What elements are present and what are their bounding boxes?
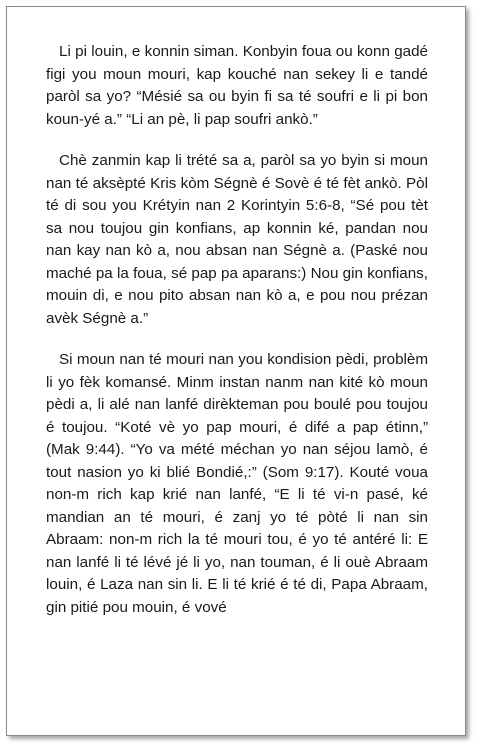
page-frame: [6, 6, 466, 736]
document-body: [46, 41, 428, 638]
paragraph-3: Si moun nan té mouri nan you kondision pèdi, problèm li yo fèk komansé. Minm instan nanm nan kité kò moun pèdi a, li alé nan lanfé dirèkteman pou boulé pou toujou é toujou. “Koté vè yo pap mouri, é difé a pap étinn,” (Mak 9:44). “Yo va mété méchan yo nan séjou lamò, é tout nasion yo ki blié Bondié,:” (Som 9:17). Kouté voua non-m rich kap krié nan lanfé, “E li té vi-n pasé, ké mandian an té mouri, é zanj yo té pòté li nan sin Abraam: non-m rich la té mouri tou, é yo té antéré li: E nan lanfé li té lévé jé li yo, nan touman, é li ouè Abraam louin, é Laza nan sin li. E li té krié é té di, Papa Abraam, gin pitié pou mouin, é vové: [46, 351, 428, 616]
paragraph-2: Chè zanmin kap li trété sa a, paròl sa yo byin si moun nan té aksèpté Kris kòm Ségnè é Sovè é té fèt ankò. Pòl té di sou you Krétyin nan 2 Korintyin 5:6-8, “Sé pou tèt sa nou toujou gin konfians, ap konnin ké, pandan nou nan kay nan kò a, nou absan nan Ségnè a. (Paské nou maché pa la foua, sé pap pa aparans:) Nou gin konfians, mouin di, e nou pito absan nan kò a, e pou nou prézan avèk Ségnè a.”: [46, 152, 428, 327]
paragraph-1: Li pi louin, e konnin siman. Konbyin foua ou konn gadé figi you moun mouri, kap kouché nan sekey li e tandé paròl sa yo? “Mésié sa ou byin fi sa té soufri e li pi bon koun-yé a.” “Li an pè, li pap soufri ankò.”: [46, 43, 428, 128]
